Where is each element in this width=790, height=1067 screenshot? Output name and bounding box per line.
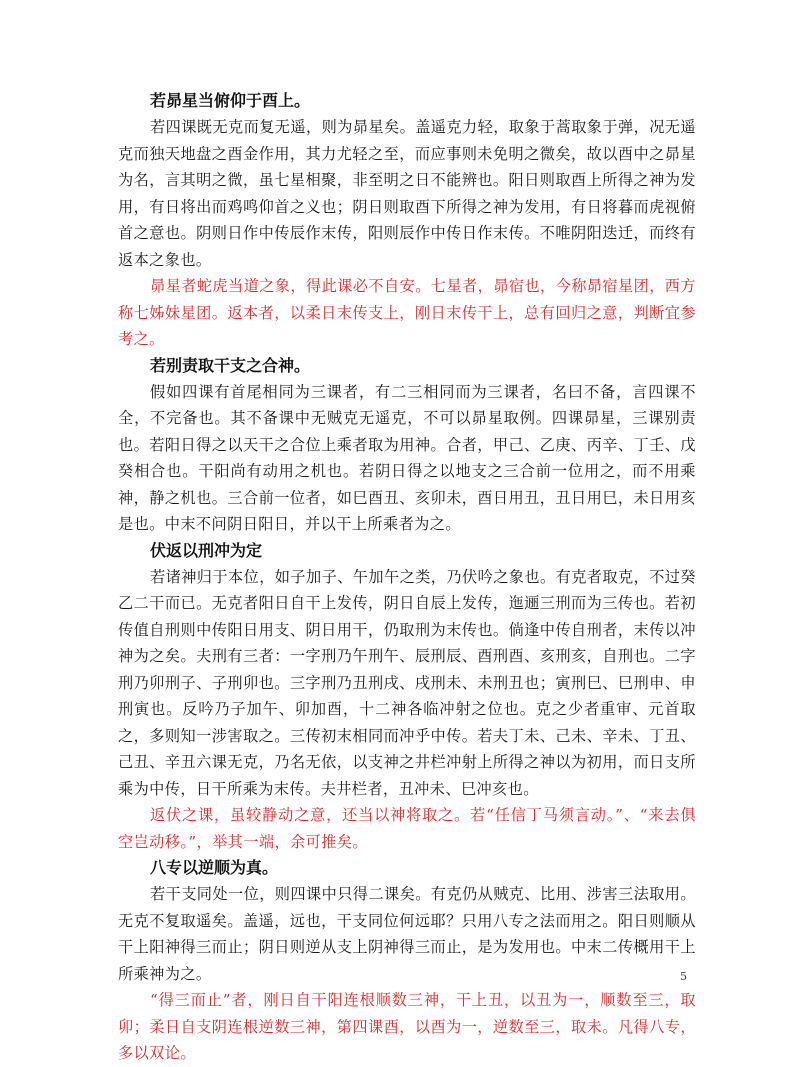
section-maoxing: [118, 88, 696, 353]
section-heading: 若别责取干支之合神。: [150, 355, 311, 375]
document-page: [118, 88, 696, 1067]
section-note: 返伏之课，虽较静动之意，还当以神将取之。若“任信丁马须言动。”、“来去俱空岂动移。”，举其一端，余可推矣。: [118, 806, 696, 851]
section-body: 假如四课有首尾相同为三课者，有二三相同而为三课者，名曰不备，言四课不全，不完备也。其不备课中无贼克无遥克，不可以昴星取例。四课昴星，三课别责也。若阳日得之以天干之合位上乘者取为用神。合者，甲己、乙庚、丙辛、丁壬、戊癸相合也。干阳尚有动用之机也。若阴日得之以地支之三合前一位用之，而不用乘神，静之机也。三合前一位者，如巳酉丑、亥卯未，酉日用丑，丑日用巳，未日用亥是也。中末不问阴日阳日，并以干上所乘者为之。: [118, 382, 696, 533]
section-heading: 伏返以刑冲为定: [150, 540, 263, 560]
section-biezé: [118, 353, 696, 538]
section-bazhuan: [118, 855, 696, 1067]
section-body: 若干支同处一位，则四课中只得二课矣。有克仍从贼克、比用、涉害三法取用。无克不复取遥矣。盖遥，远也，干支同位何远耶？只用八专之法而用之。阳日则顺从干上阳神得三而止；阴日则逆从支上阴神得三而止，是为发用也。中末二传概用干上所乘神为之。: [118, 885, 696, 983]
section-body: 若诸神归于本位，如子加子、午加午之类，乃伏吟之象也。有克者取克，不过癸乙二干而已。无克者阳日自干上发传，阴日自辰上发传，迤逦三刑而为三传也。若初传值自刑则中传阳日用支、阴日用干，仍取刑为末传也。倘逢中传自刑者，末传以冲神为之矣。夫刑有三者：一字刑乃午刑午、辰刑辰、酉刑酉、亥刑亥，自刑也。二字刑乃卯刑子、子刑卯也。三字刑乃丑刑戌、戌刑未、未刑丑也；寅刑巳、巳刑申、申刑寅也。反吟乃子加午、卯加酉，十二神各临冲射之位也。克之少者重审、元首取之，多则知一涉害取之。三传初末相同而冲乎中传。若夫丁未、己未、辛未、丁丑、己丑、辛丑六课无克，乃名无依，以支神之井栏冲射上所得之神以为初用，而日支所乘为中传，日干所乘为末传。夫井栏者，丑冲未、巳冲亥也。: [118, 567, 696, 798]
page-number: 5: [680, 970, 687, 983]
section-note: “得三而止”者，刚日自干阳连根顺数三神，干上丑，以丑为一，顺数至三，取卯；柔日自支阴连根逆数三神，第四课酉，以酉为一，逆数至三，取未。凡得八专，多以双论。: [118, 991, 696, 1062]
section-heading: 八专以逆顺为真。: [150, 858, 279, 877]
section-heading: 若昴星当俯仰于酉上。: [150, 91, 311, 110]
section-note: 昴星者蛇虎当道之象，得此课必不自安。七星者，昴宿也，今称昴宿星团，西方称七姊妹星团。返本者，以柔日末传支上，刚日末传干上，总有回归之意，判断宜参考之。: [118, 277, 696, 348]
section-body: 若四课既无克而复无遥，则为昴星矣。盖遥克力轻，取象于蒿取象于弹，况无遥克而独天地盘之酉金作用，其力尤轻之至，而应事则未免明之微矣，故以酉中之昴星为名，言其明之微，虽七星相聚，非至明之日不能辨也。阳日则取酉上所得之神为发用，有日将出而鸡鸣仰首之义也；阴日则取酉下所得之神为发用，有日将暮而虎视俯首之意也。阴则日作中传辰作末传，阳则辰作中传日作末传。不唯阴阳迭迁，而终有返本之象也。: [118, 118, 696, 269]
section-fufan: [118, 538, 696, 856]
